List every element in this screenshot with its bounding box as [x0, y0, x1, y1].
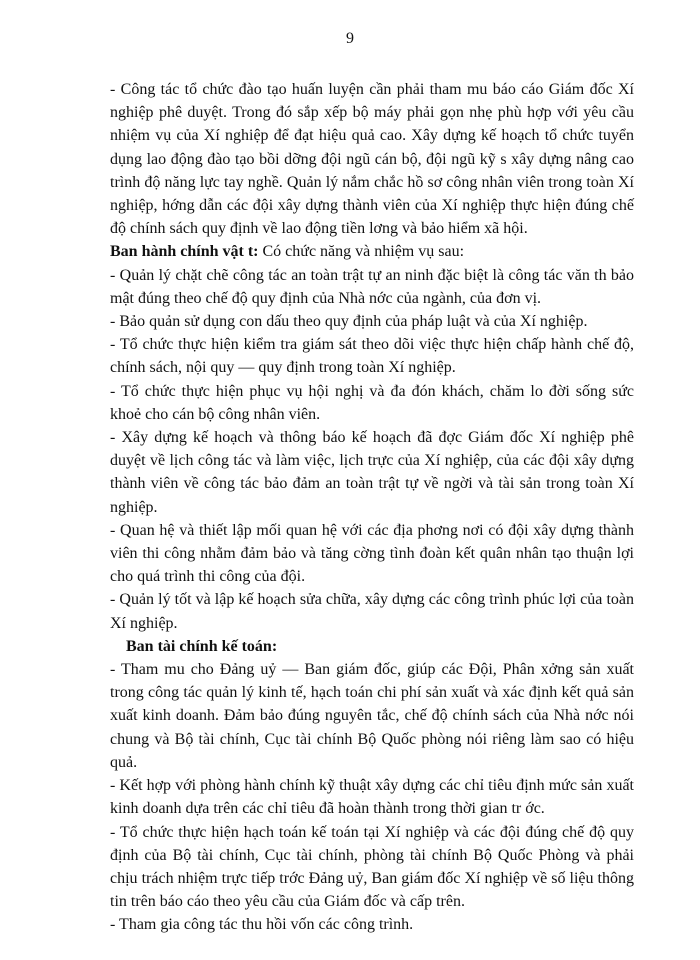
- body-paragraph: - Tổ chức thực hiện hạch toán kế toán tại Xí nghiệp và các đội đúng chế độ quy định của Bộ tài chính, Cục tài chính, phòng tài chính Bộ Quốc Phòng và phải chịu trách nhiệm trực tiếp trớc Đảng uỷ, Ban giám đốc Xí nghiệp về số liệu thông tin trên báo cáo theo yêu cầu của Giám đốc và cấp trên.: [110, 823, 634, 911]
- document-body: [110, 78, 634, 937]
- section-heading: [110, 240, 634, 263]
- body-paragraph: - Tham gia công tác thu hồi vốn các công trình.: [110, 916, 414, 934]
- section-title: Ban hành chính vật t:: [110, 243, 259, 261]
- body-paragraph: - Kết hợp với phòng hành chính kỹ thuật xây dựng các chỉ tiêu định mức sản xuất kinh doanh dựa trên các chỉ tiêu đã hoàn thành trong thời gian tr ớc.: [110, 777, 634, 818]
- body-paragraph: - Tham mu cho Đảng uỷ — Ban giám đốc, giúp các Đội, Phân xởng sản xuất trong công tác quản lý kinh tế, hạch toán chi phí sản xuất và xác định kết quả sản xuất kinh doanh. Đảm bảo đúng nguyên tắc, chế độ chính sách của Nhà nớc nói chung và Bộ tài chính, Cục tài chính Bộ Quốc phòng nói riêng làm sao có hiệu quả.: [110, 661, 634, 771]
- page-number: 9: [346, 30, 354, 47]
- section-heading: [110, 635, 634, 658]
- body-paragraph: - Quản lý tốt và lập kế hoạch sửa chữa, xây dựng các công trình phúc lợi của toàn Xí nghiệp.: [110, 591, 634, 632]
- body-paragraph: - Quản lý chặt chẽ công tác an toàn trật tự an ninh đặc biệt là công tác văn th bảo mật đúng theo chế độ quy định của Nhà nớc của ngành, của đơn vị.: [110, 266, 634, 307]
- section-title: Ban tài chính kế toán:: [126, 637, 278, 655]
- body-paragraph: - Quan hệ và thiết lập mối quan hệ với các địa phơng nơi có đội xây dựng thành viên thi công nhằm đảm bảo và tăng cờng tình đoàn kết quân nhân tạo thuận lợi cho quá trình thi công của đội.: [110, 521, 634, 586]
- body-paragraph: - Xây dựng kế hoạch và thông báo kế hoạch đã đợc Giám đốc Xí nghiệp phê duyệt về lịch công tác và làm việc, lịch trực của Xí nghiệp, của các đội xây dựng thành viên về công tác bảo đảm an toàn trật tự về ngời và tài sản trong toàn Xí nghiệp.: [110, 429, 634, 516]
- section-description: Có chức năng và nhiệm vụ sau:: [258, 243, 465, 261]
- body-paragraph: - Tổ chức thực hiện kiểm tra giám sát theo dõi việc thực hiện chấp hành chế độ, chính sách, nội quy — quy định trong toàn Xí nghiệp.: [110, 336, 634, 377]
- body-paragraph: - Công tác tổ chức đào tạo huấn luyện cần phải tham mu báo cáo Giám đốc Xí nghiệp phê duyệt. Trong đó sắp xếp bộ máy phải gọn nhẹ phù hợp với yêu cầu nhiệm vụ của Xí nghiệp để đạt hiệu quả cao. Xây dựng kế hoạch tổ chức tuyển dụng lao động đào tạo bồi dỡng đội ngũ cán bộ, đội ngũ kỹ s xây dựng nâng cao trình độ năng lực tay nghề. Quản lý nắm chắc hồ sơ công nhân viên trong toàn Xí nghiệp, hớng dẫn các đội xây dựng thành viên của Xí nghiệp thực hiện đúng chế độ chính sách quy định về lao động tiền lơng và bảo hiểm xã hội.: [110, 81, 634, 238]
- body-paragraph: - Bảo quản sử dụng con dấu theo quy định của pháp luật và của Xí nghiệp.: [110, 313, 588, 331]
- body-paragraph: - Tổ chức thực hiện phục vụ hội nghị và đa đón khách, chăm lo đời sống sức khoẻ cho cán bộ công nhân viên.: [110, 382, 634, 423]
